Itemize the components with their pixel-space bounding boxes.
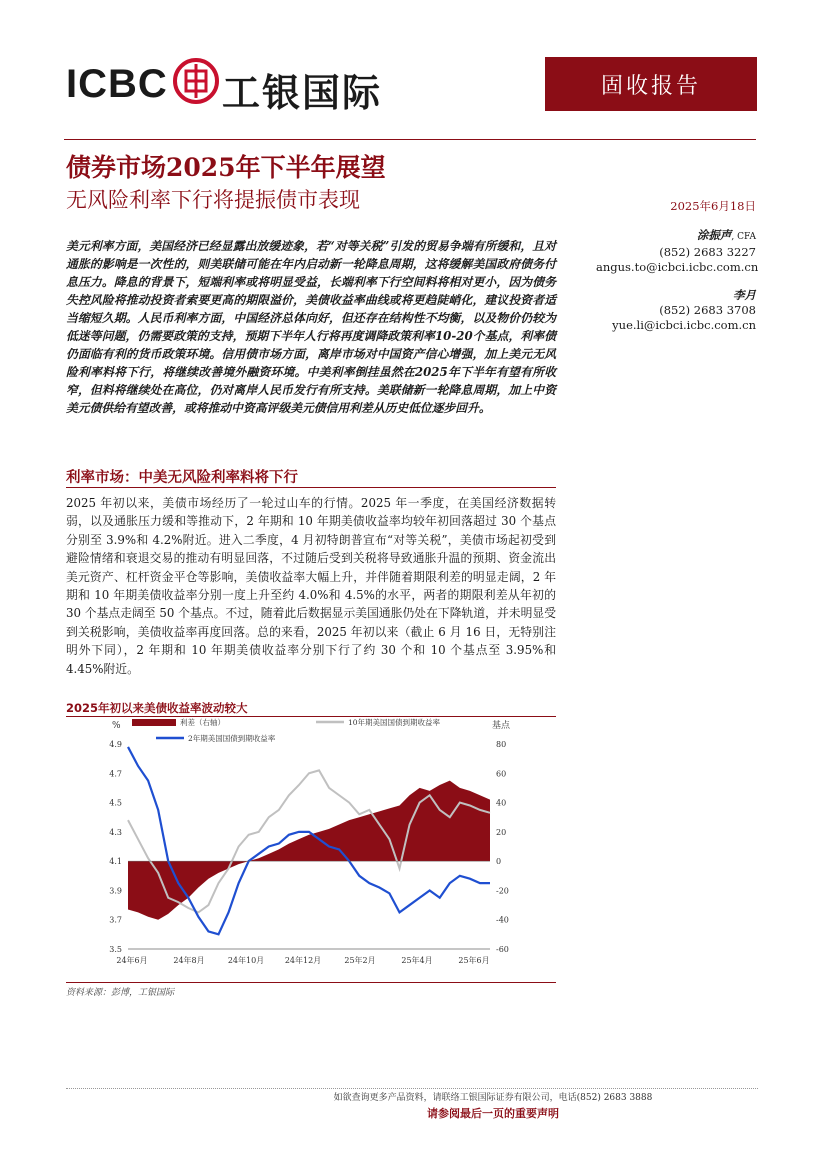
- x-tick-label: 25年2月: [344, 956, 376, 965]
- y-left-unit-label: %: [112, 721, 121, 731]
- y-left-tick-label: 4.3: [109, 827, 122, 837]
- x-tick-label: 25年4月: [401, 956, 433, 965]
- chart-title: 2025年初以来美债收益率波动较大: [66, 701, 248, 715]
- report-subtitle: 无风险利率下行将提振债市表现: [66, 188, 360, 212]
- author-name: 李月: [733, 288, 756, 302]
- footer-divider: [66, 1088, 758, 1089]
- y-left-tick-label: 3.5: [109, 945, 122, 954]
- y-left-tick-label: 4.7: [109, 769, 122, 779]
- author-email[interactable]: yue.li@icbci.icbc.com.cn: [612, 318, 756, 332]
- y-right-tick-label: 80: [496, 740, 507, 749]
- y-right-tick-label: -60: [496, 945, 509, 954]
- y-left-tick-label: 4.5: [109, 798, 122, 808]
- x-tick-label: 25年6月: [458, 956, 490, 965]
- y-left-tick-label: 3.7: [109, 915, 122, 925]
- y-right-tick-label: 60: [496, 769, 507, 779]
- footer-contact: 如欲查询更多产品资料，请联络工银国际证券有限公司，电话(852) 2683 3888: [333, 1093, 653, 1103]
- author-name: 涂振声: [696, 228, 732, 242]
- x-tick-label: 24年12月: [284, 956, 322, 965]
- brand-logo-cn: 工银国际: [222, 71, 383, 115]
- title-divider: [64, 139, 756, 140]
- author-block: [596, 288, 756, 333]
- icbc-seal-icon: [173, 58, 219, 104]
- author-phone: (852) 2683 3227: [659, 245, 756, 259]
- legend-label: 2年期美国国债到期收益率: [188, 734, 276, 743]
- footer-disclaimer-notice[interactable]: 请参阅最后一页的重要声明: [427, 1107, 559, 1120]
- report-type-badge: 固收报告: [545, 57, 757, 111]
- series-area-spread: [128, 781, 490, 920]
- y-left-tick-label: 4.1: [109, 857, 122, 867]
- x-tick-label: 24年8月: [173, 956, 205, 965]
- y-right-unit-label: 基点: [492, 721, 511, 731]
- report-date: 2025年6月18日: [670, 199, 756, 213]
- author-phone: (852) 2683 3708: [659, 303, 756, 317]
- y-right-tick-label: 20: [496, 827, 507, 837]
- chart-bottom-rule: [66, 982, 556, 983]
- legend-label: 10年期美国国债到期收益率: [348, 718, 441, 727]
- chart-source: 资料来源：彭博，工银国际: [66, 988, 175, 998]
- author-block: [596, 228, 759, 275]
- brand-logo-en: ICBC: [66, 62, 168, 106]
- x-tick-label: 24年6月: [116, 956, 148, 965]
- author-credential: , CFA: [731, 232, 756, 242]
- x-tick-label: 24年10月: [227, 956, 265, 965]
- y-left-tick-label: 3.9: [109, 886, 122, 896]
- y-left-tick-label: 4.9: [109, 740, 122, 749]
- yield-chart: [66, 716, 556, 982]
- author-email[interactable]: angus.to@icbci.icbc.com.cn: [596, 260, 759, 274]
- section-divider: [66, 487, 556, 488]
- body-paragraph: 2025 年初以来，美债市场经历了一轮过山车的行情。2025 年一季度，在美国经济数据转弱，以及通胀压力缓和等推动下，2 年期和 10 年期美债收益率均较年初回落超过 30 个基点分别至 3.9%和 4.2%附近。进入二季度，4 月初特朗普宣布“对等关税”，美债市场起初受到避险情绪和衰退交易的推动有明显回落，不过随后受到关税将导致通胀升温的预期、资金流出美元资产、杠杆资金平仓等影响，美债收益率大幅上升，并伴随着期限利差的明显走阔，2 年期和 10 年期美债收益率分别一度上升至约 4.0%和 4.5%的水平，两者的期限利差从年初的 30 个基点走阔至 50 个基点。不过，随着此后数据显示美国通胀仍处在下降轨道，并未明显受到关税影响，美债收益率再度回落。总的来看，2025 年初以来（截止 6 月 16 日，无特别注明外下同），2 年期和 10 年期美债收益率分别下行了约 30 个和 10 个基点至 3.95%和 4.45%附近。: [66, 496, 556, 676]
- legend-label: 利差（右轴）: [180, 718, 225, 727]
- y-right-tick-label: -40: [496, 915, 509, 925]
- legend-swatch-spread: [132, 719, 176, 726]
- y-right-tick-label: 0: [496, 857, 502, 867]
- y-right-tick-label: 40: [496, 798, 507, 808]
- y-right-tick-label: -20: [496, 886, 509, 896]
- section-heading: 利率市场：中美无风险利率料将下行: [66, 470, 298, 486]
- executive-summary: 美元利率方面，美国经济已经显露出放缓迹象，若“对等关税”引发的贸易争端有所缓和，且对通胀的影响是一次性的，则美联储可能在年内启动新一轮降息周期，这将缓解美国政府债务付息压力。降息的背景下，短端利率或将明显受益，长端利率下行空间料将相对更小，因为债务失控风险将推动投资者索要更高的期限溢价，美债收益率曲线或将更趋陡峭化，建议投资者适当缩短久期。人民币利率方面，中国经济总体向好，但还存在结构性不均衡，以及物价仍较为低迷等问题，仍需要政策的支持，预期下半年人行将再度调降政策利率10-20个基点，利率债仍面临有利的货币政策环境。信用债市场方面，离岸市场对中国资产信心增强，加上美元无风险利率料将下行，将继续改善境外融资环境。中美利率倒挂虽然在2025年下半年有望有所收窄，但料将继续处在高位，仍对离岸人民币发行有所支持。美联储新一轮降息周期，加上中资美元债供给有望改善，或将推动中资高评级美元债信用利差从历史低位逐步回升。: [66, 239, 556, 415]
- report-main-title: 债券市场2025年下半年展望: [66, 153, 386, 182]
